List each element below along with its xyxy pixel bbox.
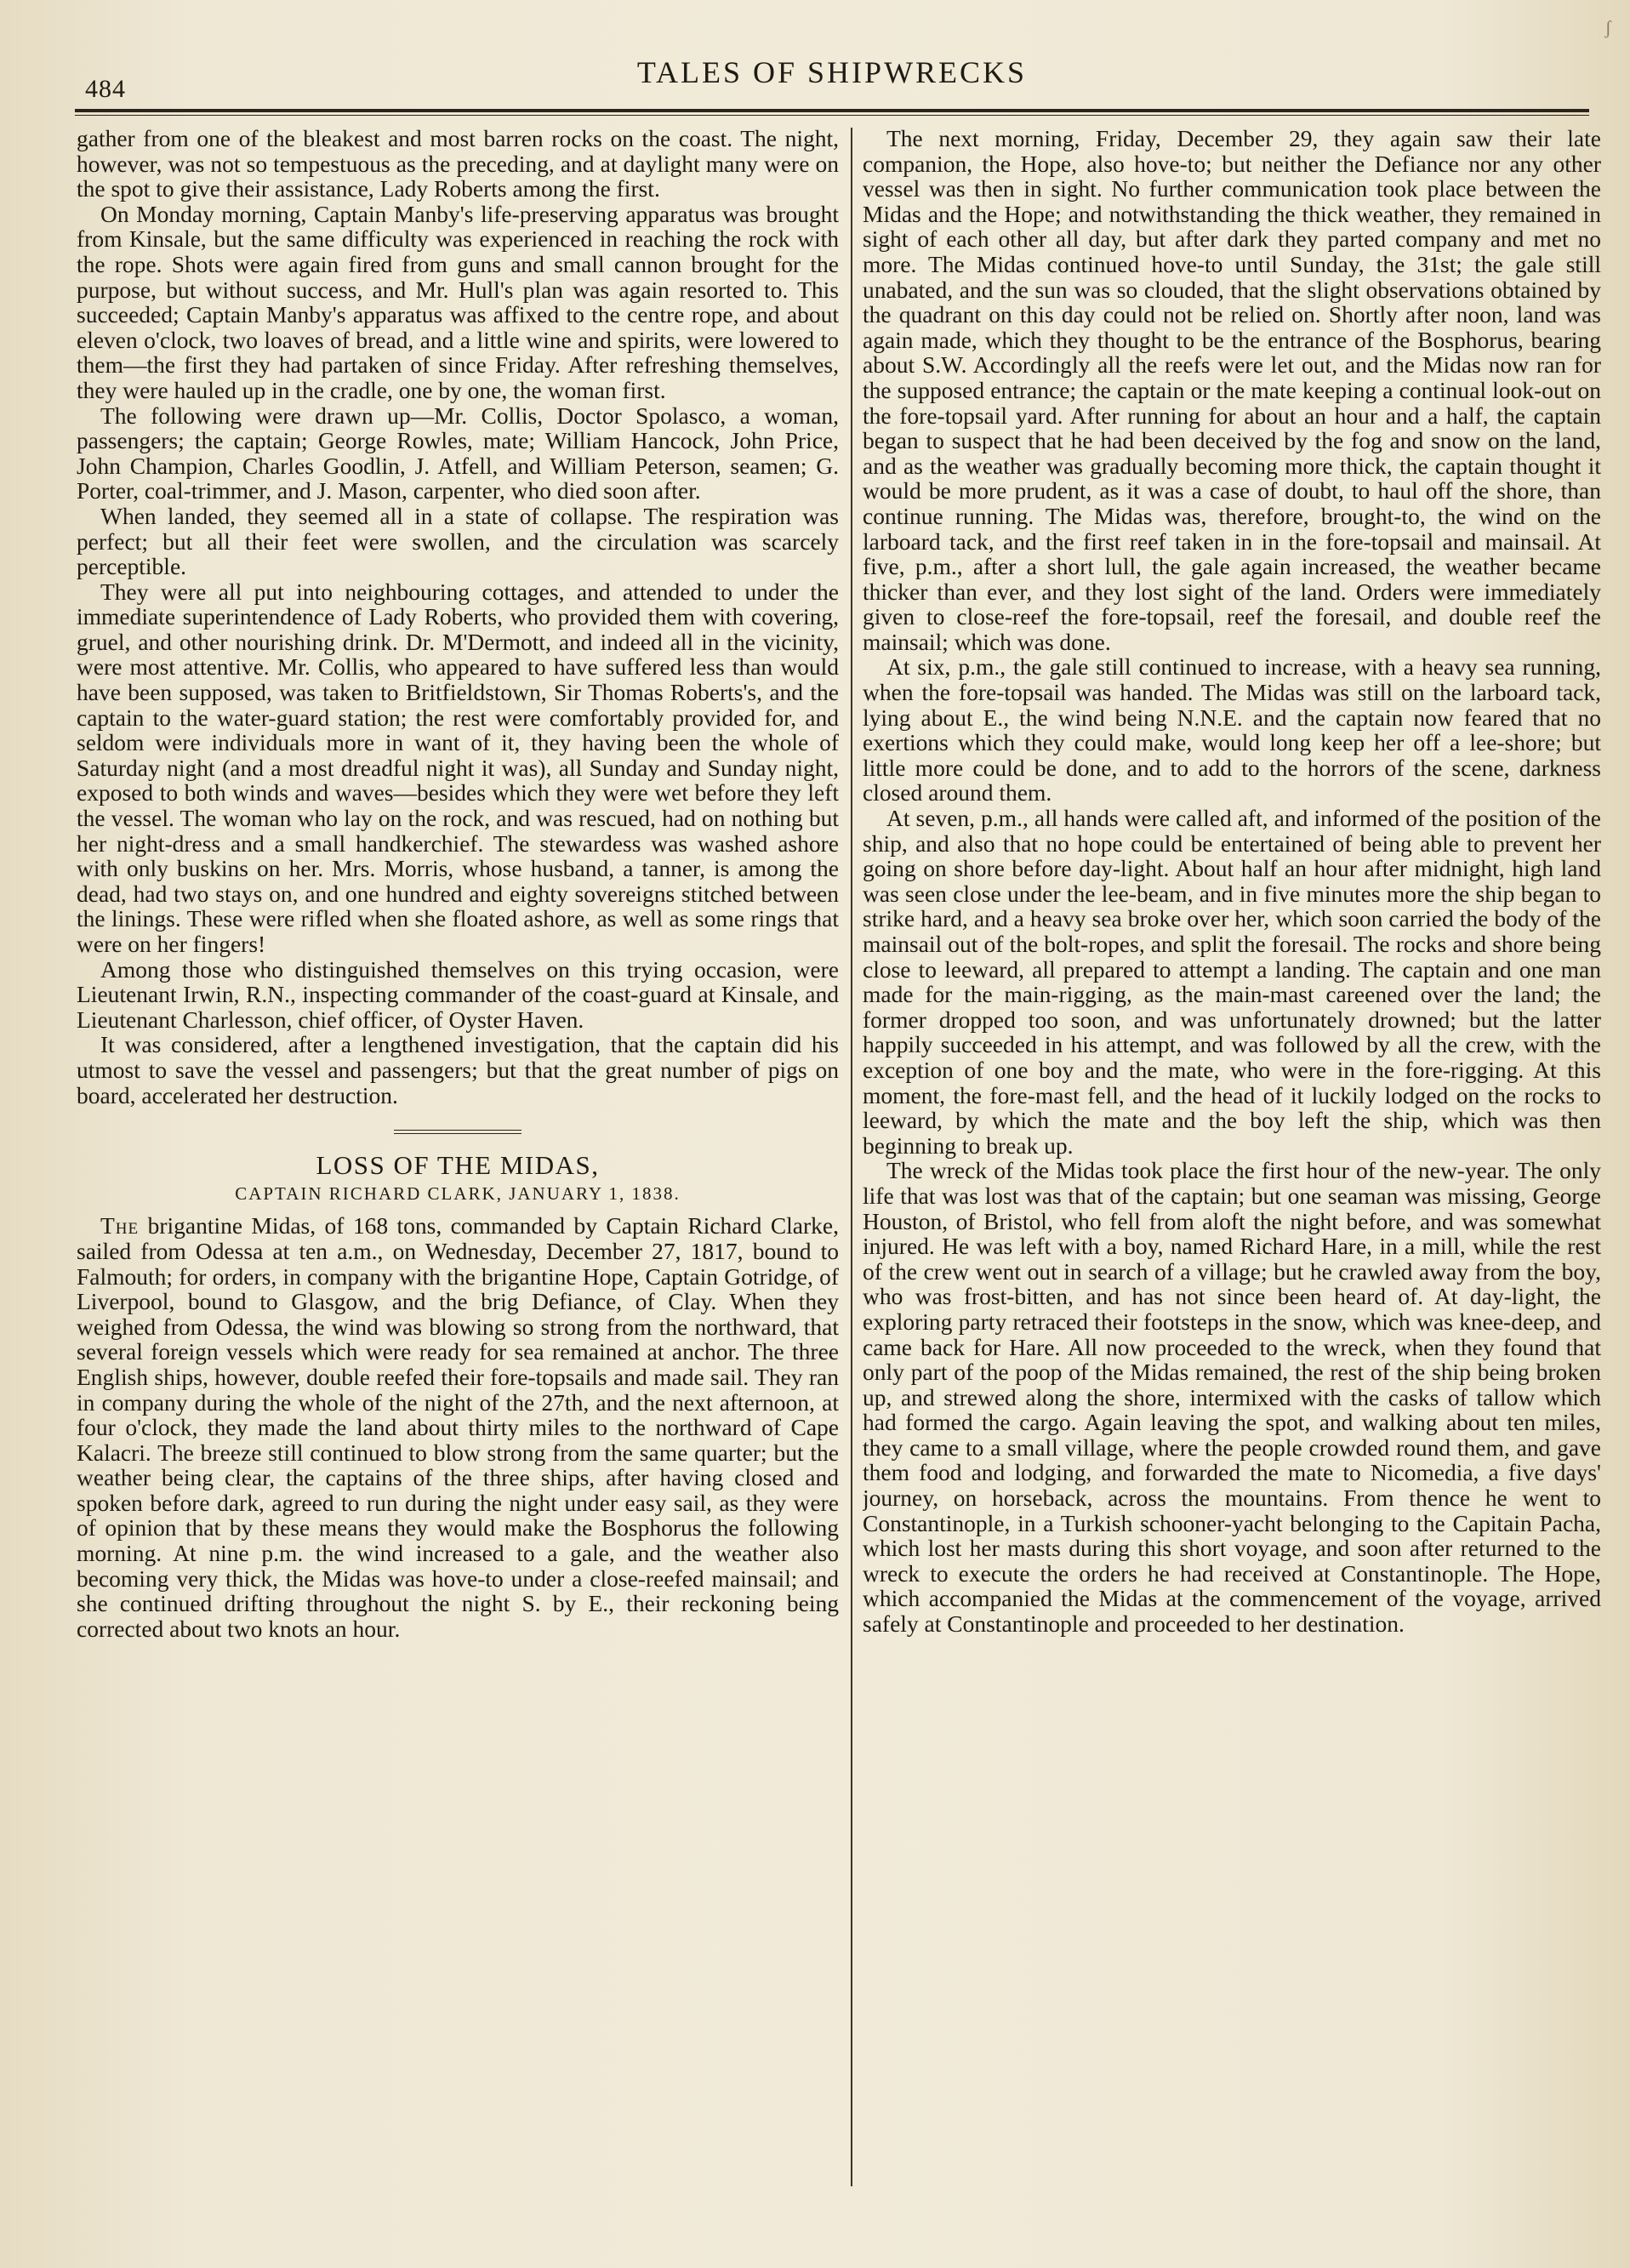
running-head — [85, 49, 1579, 103]
article-paragraph — [77, 1213, 839, 1641]
paragraph: The next morning, Friday, December 29, they again saw their late companion, the Hope, also hove-to; but neither the Defiance nor any other vessel was then in sight. No further communication took place between the Midas and the Hope; and notwithstanding the thick weather, they remained in sight of each other all day, but after dark they parted company and met no more. The Midas continued hove-to until Sunday, the 31st; the gale still unabated, and the sun was so clouded, that the slight observations obtained by the quadrant on this day could not be relied on. Shortly after noon, land was again made, which they thought to be the entrance of the Bosphorus, bearing about S.W. Accordingly all the reefs were let out, and the Midas now ran for the supposed entrance; the captain or the mate keeping a continual look-out on the fore-topsail yard. After running for about an hour and a half, the captain began to suspect that he had been deceived by the fog and snow on the land, and as the weather was gradually becoming more thick, the captain thought it would be more prudent, as it was a case of doubt, to haul off the shore, than continue running. The Midas was, therefore, brought-to, the wind on the larboard tack, and the first reef taken in in the fore-topsail and mainsail. At five, p.m., after a short lull, the gale again increased, the weather became thicker than ever, and they lost sight of the land. Orders were immediately given to close-reef the fore-topsail, reef the foresail, and double reef the mainsail; which was done. — [863, 126, 1601, 655]
paragraph: When landed, they seemed all in a state of collapse. The respiration was perfect; but all their feet were swollen, and the circulation was scarcely perceptible. — [77, 502, 839, 580]
article-subtitle: CAPTAIN RICHARD CLARK, JANUARY 1, 1838. — [235, 1182, 681, 1204]
header-rule — [75, 109, 1589, 116]
page-number: 484 — [85, 75, 126, 103]
paragraph: On Monday morning, Captain Manby's life-preserving apparatus was brought from Kinsale, but the same difficulty was experienced in reaching the rock with the rope. Shots were again fired from guns and small cannon brought for the purpose, but without success, and Mr. Hull's plan was again resorted to. This succeeded; Captain Manby's apparatus was affixed to the centre rope, and about eleven o'clock, two loaves of bread, and a little wine and spirits, were lowered to them—the first they had partaken of since Friday. After refreshing themselves, they were hauled up in the cradle, one by one, the woman first. — [77, 200, 839, 403]
paragraph: gather from one of the bleakest and most barren rocks on the coast. The night, however, was not so tempestuous as the preceding, and at daylight many were on the spot to give their assistance, Lady Roberts among the first. — [77, 126, 839, 202]
paragraph: The following were drawn up—Mr. Collis, Doctor Spolasco, a woman, passengers; the captain; George Rowles, mate; William Hancock, John Price, John Champion, Charles Goodlin, J. Atfell, and William Peterson, seamen; G. Porter, coal-trimmer, and J. Mason, carpenter, who died soon after. — [77, 402, 839, 504]
opening-word: The — [100, 1212, 140, 1239]
paragraph: At six, p.m., the gale still continued to increase, with a heavy sea running, when the fore-topsail was handed. The Midas was still on the larboard tack, lying about E., the wind being N.N.E. and the captain now feared that no exertions which they could make, would long keep her off a lee-shore; but little more could be done, and to add to the horrors of the scene, darkness closed around them. — [863, 653, 1601, 806]
paragraph: It was considered, after a lengthened investigation, that the captain did his utmost to save the vessel and passengers; but that the great number of pigs on board, accelerated her destruction. — [77, 1031, 839, 1108]
running-title: TALES OF SHIPWRECKS — [636, 55, 1028, 89]
article-paragraph-text: brigantine Midas, of 168 tons, commanded by Captain Richard Clarke, sailed from Odessa at ten a.m., on Wednesday, December 27, 1817, bound to Falmouth; for orders, in company with the brigantine Hope, Captain Gotridge, of Liverpool, bound to Glasgow, and the brig Defiance, of Clay. When they weighed from Odessa, the wind was blowing so strong from the northward, that several foreign vessels which were ready for sea remained at anchor. The three English ships, however, double reefed their fore-topsails and made sail. They ran in company during the whole of the night of the 27th, and the next afternoon, at four o'clock, they made the land about thirty miles to the northward of Cape Kalacri. The breeze still continued to blow strong from the same quarter; but the weather being clear, the captains of the three ships, after having closed and spoken before dark, agreed to run during the night under easy sail, as they were of opinion that by these means they would make the Bosphorus the following morning. At nine p.m. the wind increased to a gale, and the weather also becoming very thick, the Midas was hove-to under a close-reefed mainsail; and she continued drifting throughout the night S. by E., their reckoning being corrected about two knots an hour. — [77, 1212, 839, 1642]
margin-mark: ʃ — [1604, 17, 1611, 38]
paragraph: At seven, p.m., all hands were called aft, and informed of the position of the ship, and also that no hope could be entertained of being able to prevent her going on shore before day-light. About half an hour after midnight, high land was seen close under the lee-beam, and in five minutes more the ship began to strike hard, and a heavy sea broke over her, which soon carried the body of the mainsail out of the bolt-ropes, and split the foresail. The rocks and shore being close to leeward, all prepared to attempt a landing. The captain and one man made for the main-rigging, as the main-mast careened over the land; the former dropped too soon, and was unfortunately drowned; but the latter happily succeeded in his attempt, and was followed by all the crew, with the exception of one boy and the mate, who were in the fore-rigging. At this moment, the fore-mast fell, and the head of it luckily lodged on the rocks to leeward, by which the mate and the boy left the ship, which was then beginning to break up. — [863, 805, 1601, 1159]
article-title: LOSS OF THE MIDAS, — [316, 1150, 600, 1181]
paragraph: They were all put into neighbouring cottages, and attended to under the immediate superintendence of Lady Roberts, who provided them with covering, gruel, and other nourishing drink. Dr. M'Dermott, and indeed all in the vicinity, were most attentive. Mr. Collis, who appeared to have suffered less than would have been supposed, was taken to Britfieldstown, Sir Thomas Roberts's, and the captain to the water-guard station; the rest were comfortably provided for, and seldom were individuals more in want of it, they having been the whole of Saturday night (and a most dreadful night it was), all Sunday and Sunday night, exposed to both winds and waves—besides which they were wet before they left the vessel. The woman who lay on the rock, and was rescued, had on nothing but her night-dress and a small handkerchief. The stewardess was washed ashore with only buskins on her. Mrs. Morris, whose husband, a tanner, is among the dead, had two stays on, and one hundred and eighty sovereigns stitched between the linings. These were rifled when she floated ashore, as well as some rings that were on her fingers! — [77, 578, 839, 957]
paragraph: Among those who distinguished themselves on this trying occasion, were Lieutenant Irwin, R.N., inspecting commander of the coast-guard at Kinsale, and Lieutenant Charlesson, chief officer, of Oyster Haven. — [77, 955, 839, 1033]
paragraph: The wreck of the Midas took place the first hour of the new-year. The only life that was lost was that of the captain; but one seaman was missing, George Houston, of Bristol, who fell from aloft the night before, and was somewhat injured. He was left with a boy, named Richard Hare, in a mill, while the rest of the crew went out in search of a village; but he crawled away from the boy, who was frost-bitten, and has not since been heard of. At day-light, the exploring party retraced their footsteps in the snow, which was knee-deep, and came back for Hare. All now proceeded to the wreck, when they found that only part of the poop of the Midas remained, the rest of the ship being broken up, and strewed along the shore, intermixed with the casks of tallow which had formed the cargo. Again leaving the spot, and walking about ten miles, they came to a small village, where the people crowded round them, and gave them food and lodging, and forwarded the mate to Nicomedia, a five days' journey, on horseback, across the mountains. From thence he went to Constantinople, in a Turkish schooner-yacht belonging to the Capitain Pacha, which lost her masts during this short voyage, and soon after returned to the wreck to execute the orders he had received at Constantinople. The Hope, which accompanied the Midas at the commencement of the voyage, arrived safely at Constantinople and proceeded to her destination. — [863, 1157, 1601, 1638]
column-divider — [851, 128, 852, 2186]
left-column — [77, 126, 839, 2168]
section-divider — [394, 1130, 521, 1134]
right-column — [863, 126, 1601, 2168]
